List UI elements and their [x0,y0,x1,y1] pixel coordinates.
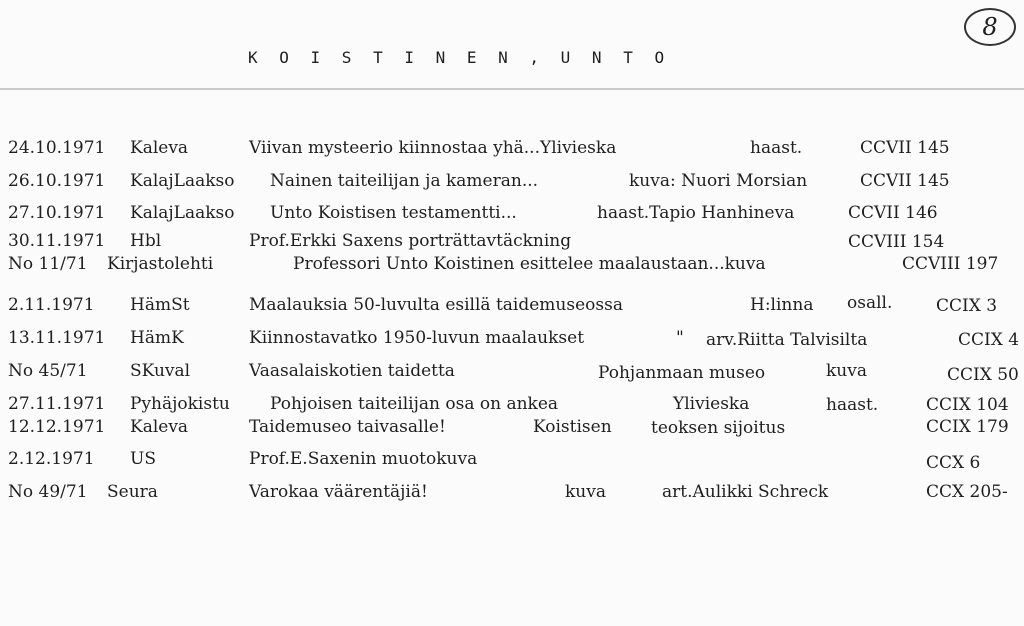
entry-source: KalajLaakso [130,171,235,191]
entry-source: Seura [107,482,158,502]
entry-source: Kirjastolehti [107,254,214,274]
entry-date: 30.11.1971 [8,231,106,251]
entry-text: Professori Unto Koistinen esittelee maalaustaan...kuva [293,254,766,274]
entry-source: US [130,449,156,469]
entry-text: Varokaa väärentäjiä! [249,482,428,502]
header-rule [0,88,1024,90]
entry-source: HämK [130,328,184,348]
entry-date: 26.10.1971 [8,171,106,191]
entry-note: art.Aulikki Schreck [662,482,829,502]
entry-note: haast. [750,138,803,158]
entry-date: 24.10.1971 [8,138,106,158]
entry-source: Hbl [130,231,162,251]
entry-date: 12.12.1971 [8,417,106,437]
entry-note: osall. [847,293,893,313]
entry-ref: CCIX 179 [926,417,1009,437]
entry-note: Ylivieska [673,394,750,414]
entry-source: SKuval [130,361,191,381]
entry-text: Prof.Erkki Saxens porträttavtäckning [249,231,572,251]
entry-date: 27.10.1971 [8,203,106,223]
entry-date: 13.11.1971 [8,328,106,348]
entry-source: KalajLaakso [130,203,235,223]
entry-note: " [676,328,684,348]
entry-ref: CCVIII 197 [902,254,999,274]
page-number: 8 [982,13,998,41]
entry-source: Pyhäjokistu [130,394,230,414]
page-number-circle [964,8,1016,46]
entry-text: Unto Koistisen testamentti... [270,203,517,223]
entry-ref: CCVII 145 [860,138,950,158]
entry-date: No 49/71 [8,482,88,502]
entry-note: haast. [826,395,879,415]
entry-ref: CCVII 145 [860,171,950,191]
entry-ref: CCVIII 154 [848,232,945,252]
entry-note: kuva [826,361,867,381]
entry-note: H:linna [750,295,814,315]
entry-ref: CCIX 50 [947,365,1019,385]
entry-date: 27.11.1971 [8,394,106,414]
entry-source: HämSt [130,295,190,315]
entry-text: Kiinnostavatko 1950-luvun maalaukset [249,328,585,348]
entry-note: Pohjanmaan museo [598,363,766,383]
entry-date: No 11/71 [8,254,88,274]
entry-ref: CCIX 3 [936,296,998,316]
entry-note: kuva [565,482,606,502]
entry-ref: CCVII 146 [848,203,938,223]
entry-date: No 45/71 [8,361,88,381]
entry-text: Viivan mysteerio kiinnostaa yhä...Ylivieska [249,138,617,158]
entry-date: 2.11.1971 [8,295,95,315]
entry-note: Koistisen [533,417,612,437]
entry-text: Taidemuseo taivasalle! [249,417,446,437]
entry-ref: CCX 205- [926,482,1008,502]
entry-ref: CCIX 4 [958,330,1020,350]
entry-date: 2.12.1971 [8,449,95,469]
entry-note: haast.Tapio Hanhineva [597,203,795,223]
entry-text: Prof.E.Saxenin muotokuva [249,449,478,469]
entry-text: Maalauksia 50-luvulta esillä taidemuseossa [249,295,623,315]
entry-text: Vaasalaiskotien taidetta [249,361,455,381]
entry-note: teoksen sijoitus [651,418,786,438]
entry-ref: CCIX 104 [926,395,1009,415]
entry-text: Nainen taiteilijan ja kameran... [270,171,539,191]
entry-source: Kaleva [130,138,189,158]
entry-source: Kaleva [130,417,189,437]
card-title: K O I S T I N E N , U N T O [248,48,671,67]
entry-text: Pohjoisen taiteilijan osa on ankea [270,394,559,414]
entry-ref: CCX 6 [926,453,981,473]
entry-note: kuva: Nuori Morsian [629,171,808,191]
entry-note: arv.Riitta Talvisilta [706,330,868,350]
